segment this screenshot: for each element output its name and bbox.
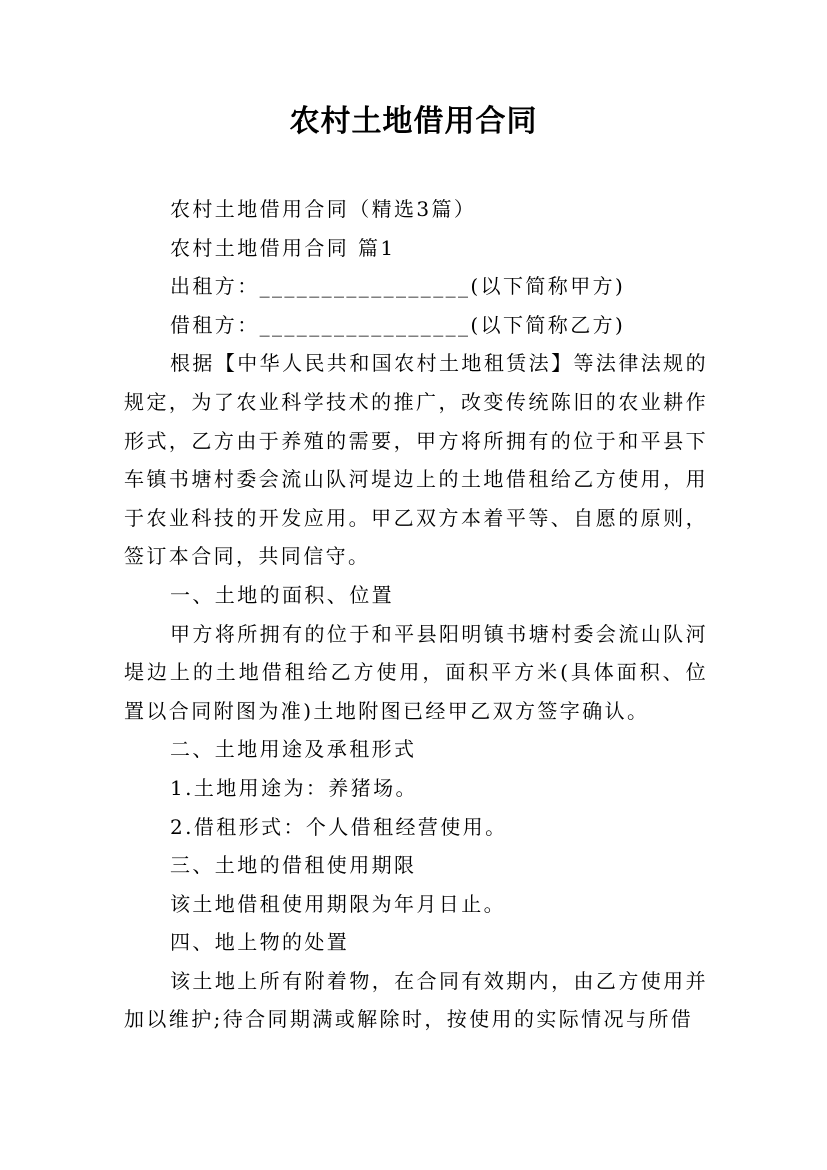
clause-item-2-1: 1.土地用途为：养猪场。 xyxy=(170,775,418,800)
document-body xyxy=(124,190,708,1039)
subtitle-line: 农村土地借用合同（精选3篇） xyxy=(170,197,477,221)
clause-heading-1: 一、土地的面积、位置 xyxy=(170,582,394,607)
clause-paragraph-3: 该土地借租使用期限为年月日止。 xyxy=(170,891,506,916)
clause-paragraph-4: 该土地上所有附着物，在合同有效期内，由乙方使用并加以维护;待合同期满或解除时，按使用的实际情况与所借 xyxy=(124,968,708,1032)
clause-heading-2: 二、土地用途及承租形式 xyxy=(170,737,417,762)
lessee-line: 借租方：_________________(以下简称乙方) xyxy=(170,312,626,337)
clause-heading-4: 四、地上物的处置 xyxy=(170,930,350,955)
document-title: 农村土地借用合同 xyxy=(289,104,538,139)
lessor-line: 出租方：_________________(以下简称甲方) xyxy=(170,274,626,299)
section-heading: 农村土地借用合同 篇1 xyxy=(170,235,396,260)
clause-item-2-2: 2.借租形式：个人借租经营使用。 xyxy=(170,814,508,839)
clause-heading-3: 三、土地的借租使用期限 xyxy=(170,853,417,878)
clause-paragraph-1: 甲方将所拥有的位于和平县阳明镇书塘村委会流山队河堤边上的土地借租给乙方使用，面积平方米(具体面积、位置以合同附图为准)土地附图已经甲乙双方签字确认。 xyxy=(124,621,708,723)
preamble-paragraph: 根据【中华人民共和国农村土地租赁法】等法律法规的规定，为了农业科学技术的推广，改变传统陈旧的农业耕作形式，乙方由于养殖的需要，甲方将所拥有的位于和平县下车镇书塘村委会流山队河堤边上的土地借租给乙方使用，用于农业科技的开发应用。甲乙双方本着平等、自愿的原则，签订本合同，共同信守。 xyxy=(124,351,708,569)
